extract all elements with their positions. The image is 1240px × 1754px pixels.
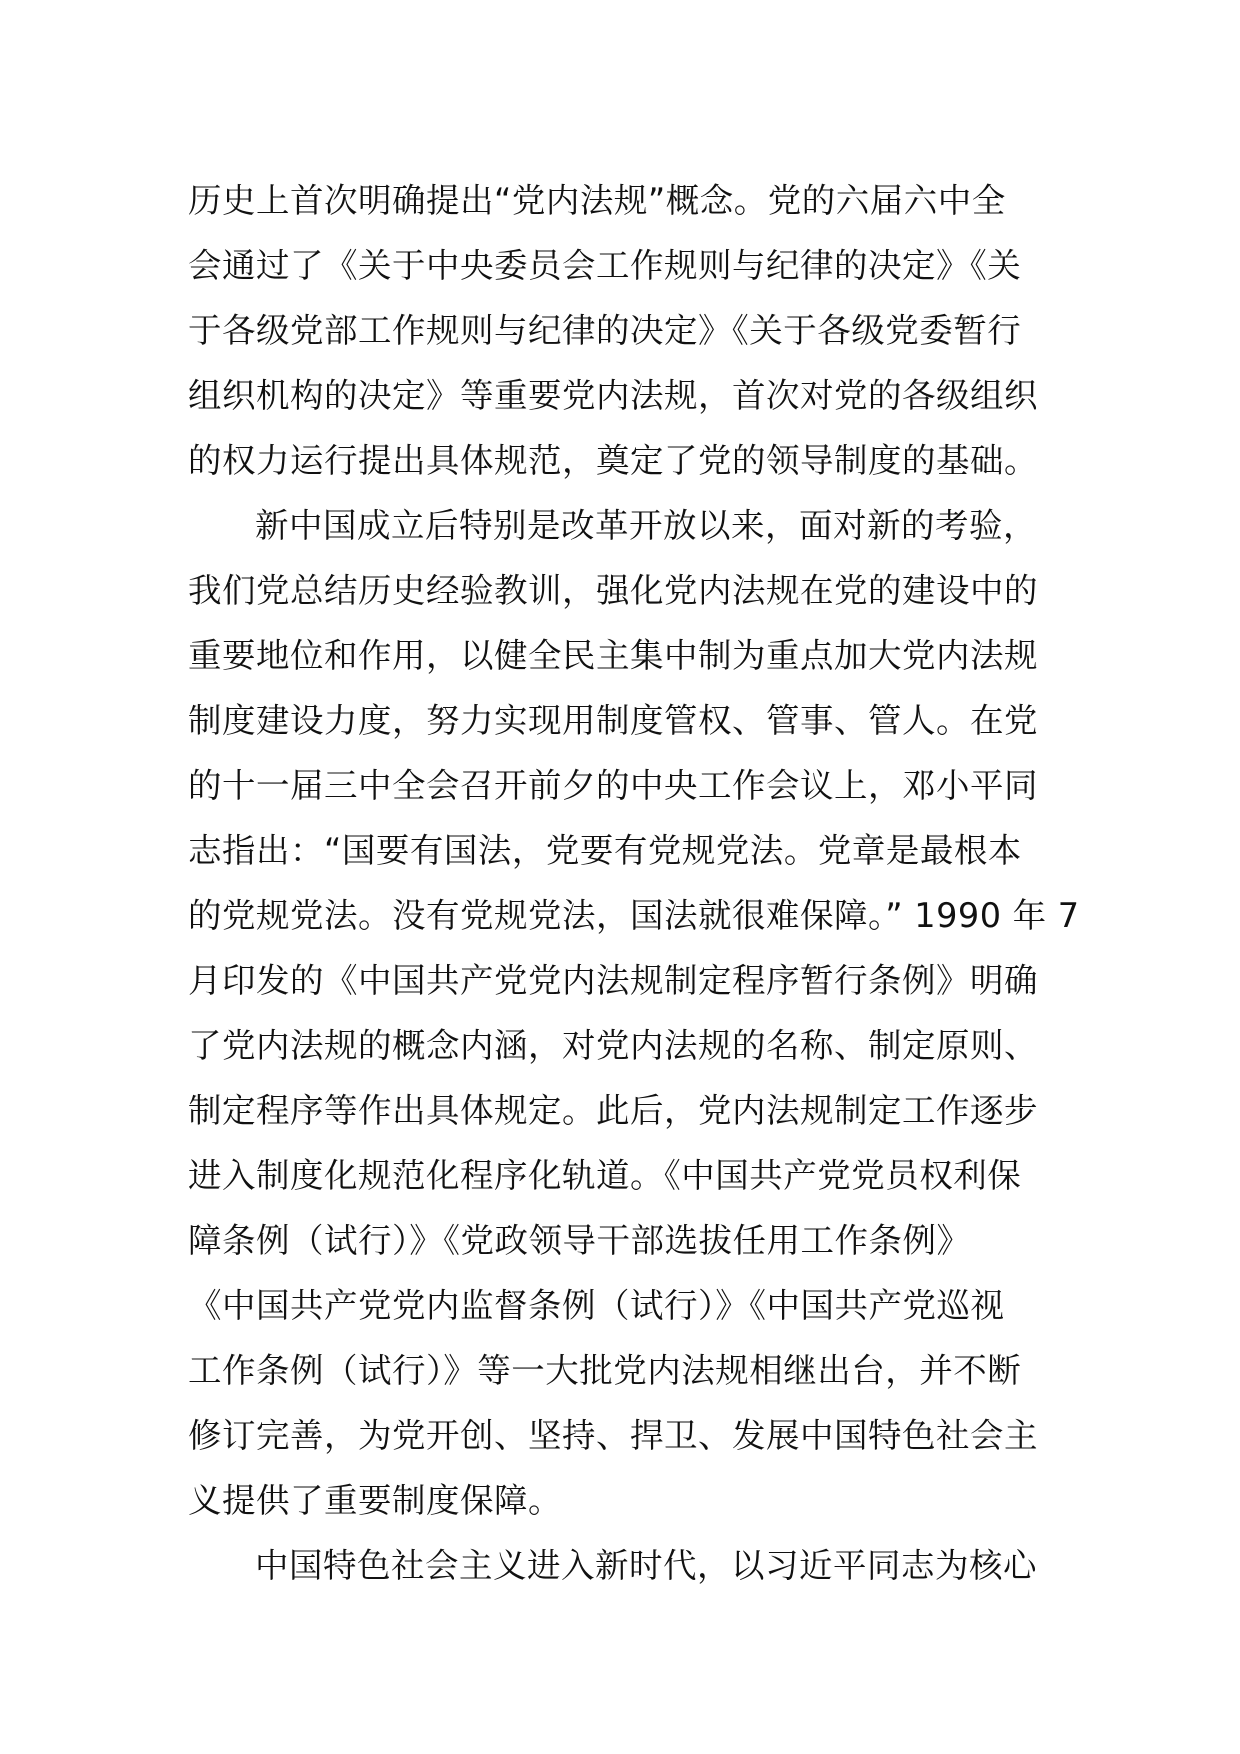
- text-line: 我们党总结历史经验教训，强化党内法规在党的建设中的: [188, 571, 1038, 610]
- text-line: 工作条例（试行）》等一大批党内法规相继出台，并不断: [188, 1351, 1022, 1390]
- text-line: 重要地位和作用，以健全民主集中制为重点加大党内法规: [188, 636, 1038, 675]
- text-line: 《中国共产党党内监督条例（试行）》《中国共产党巡视: [188, 1286, 1005, 1325]
- text-line: 于各级党部工作规则与纪律的决定》《关于各级党委暂行: [188, 311, 1022, 350]
- text-line: 的权力运行提出具体规范，奠定了党的领导制度的基础。: [188, 441, 1038, 480]
- text-line: 了党内法规的概念内涵，对党内法规的名称、制定原则、: [188, 1026, 1038, 1065]
- text-line: 志指出：“国要有国法，党要有党规党法。党章是最根本: [188, 831, 1022, 870]
- text-line: 进入制度化规范化程序化轨道。《中国共产党党员权利保: [188, 1156, 1022, 1195]
- text-line: 新中国成立后特别是改革开放以来，面对新的考验，: [255, 506, 1037, 545]
- text-line: 历史上首次明确提出“党内法规”概念。党的六届六中全: [188, 181, 1006, 220]
- text-line: 的党规党法。没有党规党法，国法就很难保障。” 1990 年 7: [188, 896, 1080, 935]
- text-line: 制定程序等作出具体规定。此后，党内法规制定工作逐步: [188, 1091, 1038, 1130]
- text-line: 修订完善，为党开创、坚持、捍卫、发展中国特色社会主: [188, 1416, 1038, 1455]
- text-line: 组织机构的决定》等重要党内法规，首次对党的各级组织: [188, 376, 1038, 415]
- text-line: 中国特色社会主义进入新时代，以习近平同志为核心: [255, 1546, 1037, 1585]
- text-line: 会通过了《关于中央委员会工作规则与纪律的决定》《关: [188, 246, 1022, 285]
- text-line: 月印发的《中国共产党党内法规制定程序暂行条例》明确: [188, 961, 1038, 1000]
- document-page: [188, 168, 1080, 1598]
- text-line: 制度建设力度，努力实现用制度管权、管事、管人。在党: [188, 701, 1038, 740]
- text-line: 义提供了重要制度保障。: [188, 1481, 562, 1520]
- text-line: 的十一届三中全会召开前夕的中央工作会议上，邓小平同: [188, 766, 1038, 805]
- text-line: 障条例（试行）》《党政领导干部选拔任用工作条例》: [188, 1221, 971, 1260]
